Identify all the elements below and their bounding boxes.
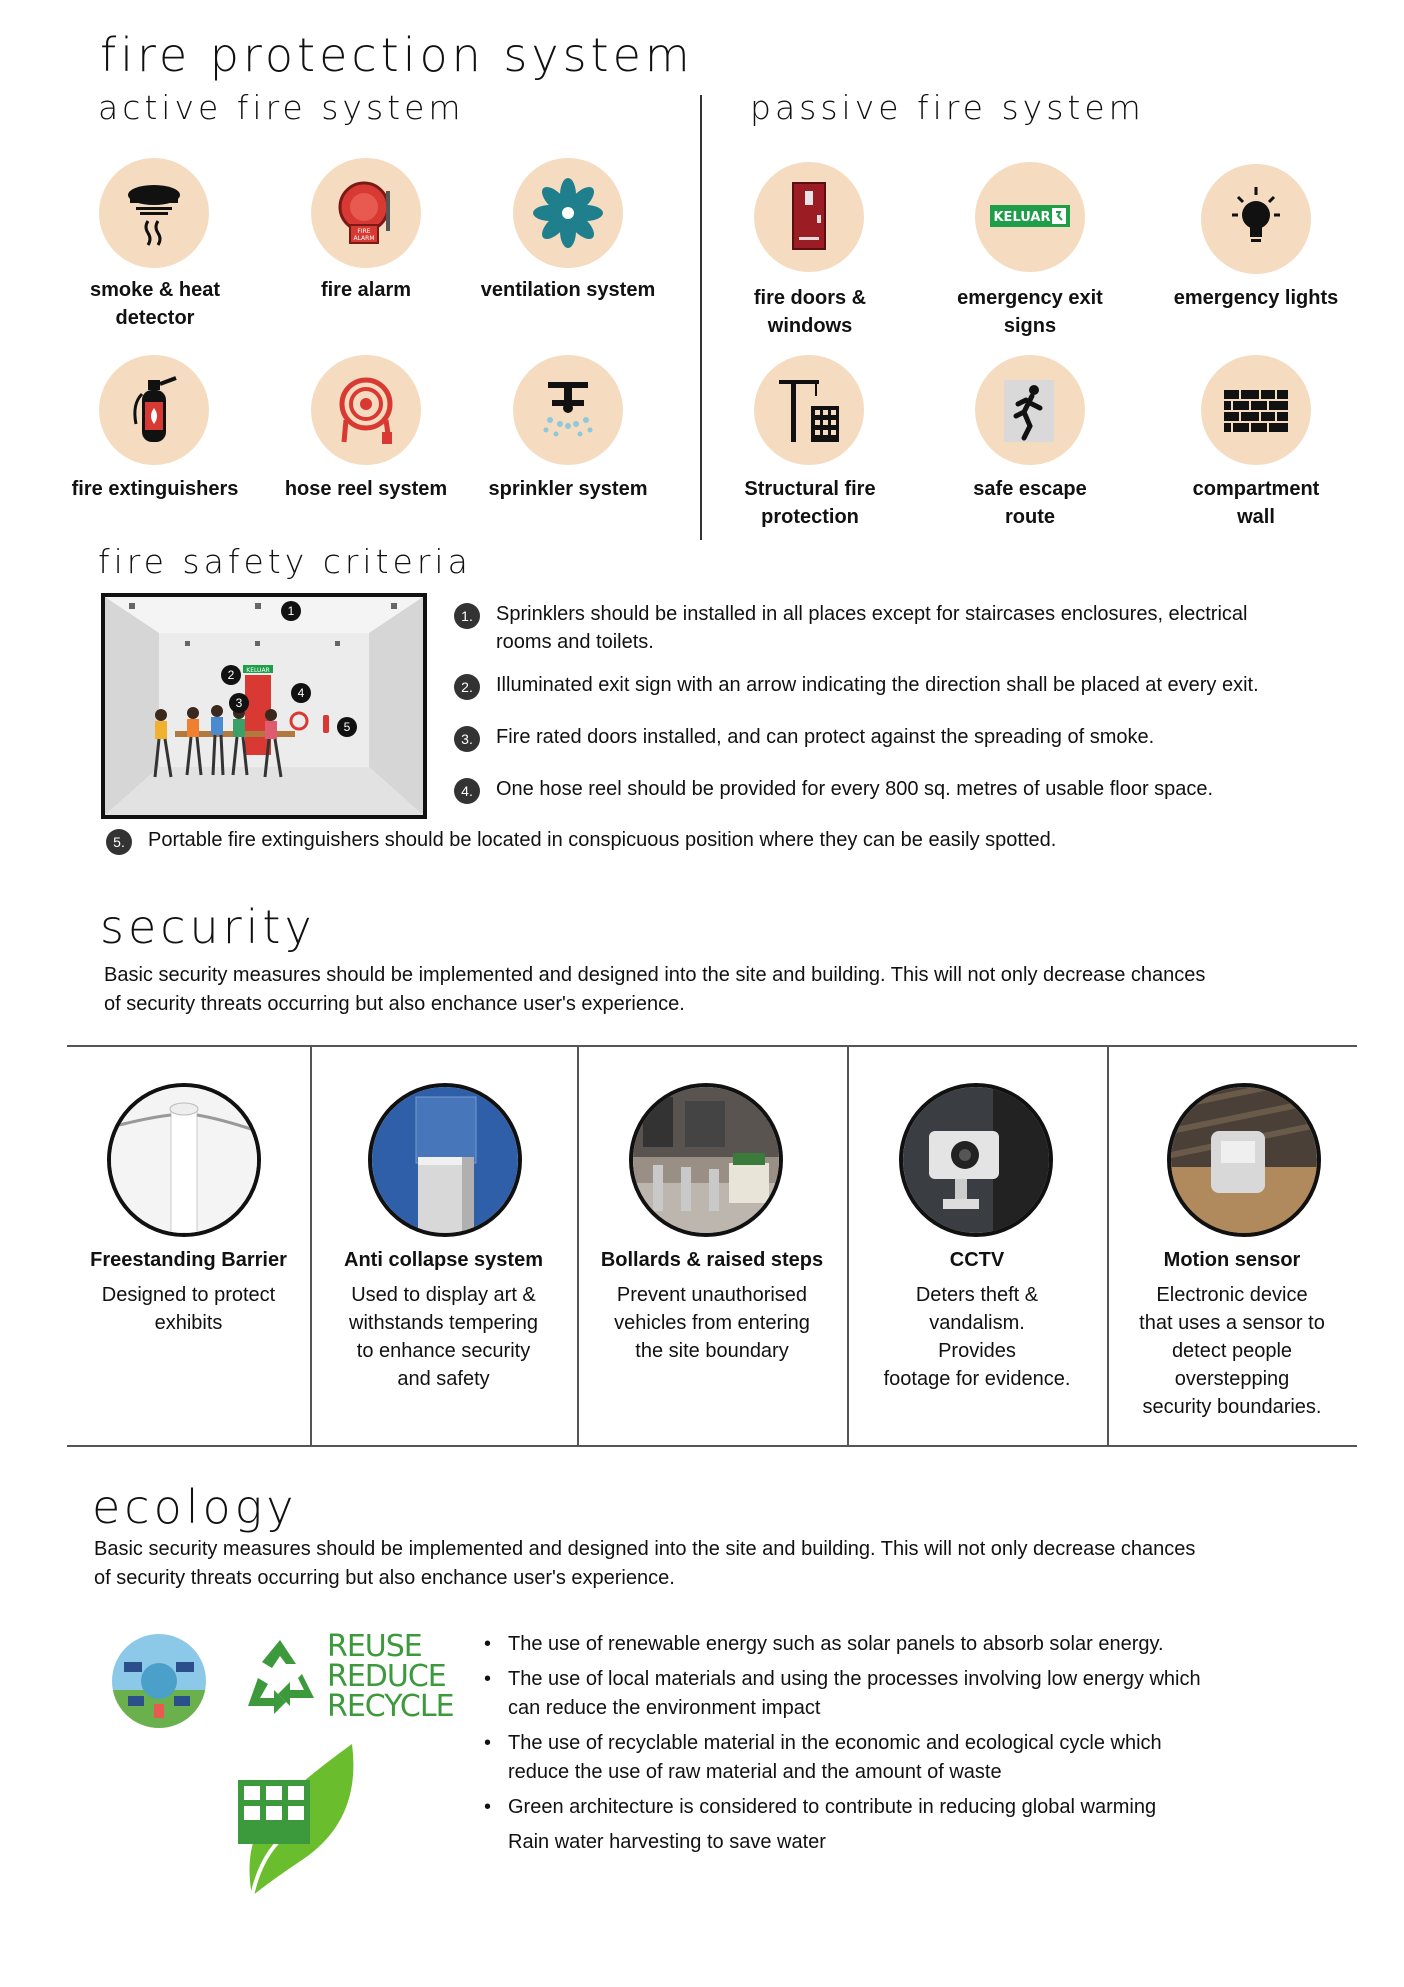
security-heading: security xyxy=(100,900,316,954)
ecology-bullet-4: • Green architecture is considered to contribute in reducing global warming xyxy=(484,1796,1157,1818)
criteria-num-2: 2. xyxy=(454,674,480,700)
security-desc-3: Prevent unauthorised vehicles from entering the site boundary xyxy=(614,1284,810,1362)
passive-item-label-4: Structural fire protection xyxy=(744,478,876,528)
active-item-label-3: ventilation system xyxy=(480,279,656,301)
active-item-label-5: hose reel system xyxy=(284,478,448,500)
recycle-icon xyxy=(240,1634,320,1714)
criteria-heading: fire safety criteria xyxy=(98,542,472,581)
running-man-icon xyxy=(975,355,1085,465)
passive-item-label-3: emergency lights xyxy=(1173,287,1339,309)
motion-sensor-photo xyxy=(1167,1083,1321,1237)
ventilation-fan-icon xyxy=(513,158,623,268)
security-name-3: Bollards & raised steps xyxy=(600,1249,824,1271)
security-name-4: CCTV xyxy=(949,1249,1005,1271)
fire-door-icon xyxy=(754,162,864,272)
security-name-2: Anti collapse system xyxy=(344,1249,543,1271)
active-item-label-2: fire alarm xyxy=(320,279,412,301)
brick-wall-icon xyxy=(1201,355,1311,465)
page-title: fire protection system xyxy=(100,28,694,82)
active-heading: active fire system xyxy=(98,88,465,127)
fire-extinguisher-icon xyxy=(99,355,209,465)
active-item-label-6: sprinkler system xyxy=(488,478,648,500)
security-desc-2: Used to display art & withstands tempering to enhance security and safety xyxy=(349,1284,538,1390)
ecology-extra: Rain water harvesting to save water xyxy=(508,1831,826,1853)
passive-item-label-1: fire doors & windows xyxy=(753,287,867,337)
security-col-5 xyxy=(1107,1047,1357,1445)
smoke-detector-icon xyxy=(99,158,209,268)
ecology-bullets xyxy=(480,1630,1380,1863)
illustration-exit-sign: KELUAR xyxy=(246,667,270,674)
bollards-photo xyxy=(629,1083,783,1237)
security-desc-1: Designed to protect exhibits xyxy=(101,1284,276,1334)
criteria-num-3: 3. xyxy=(454,726,480,752)
security-intro: Basic security measures should be implemented and designed into the site and building. This will not only decrease chances of security threats occurring but also enchance user's experience. xyxy=(104,964,1206,1015)
hose-reel-icon xyxy=(311,355,421,465)
passive-item-label-6: compartment wall xyxy=(1192,478,1320,528)
ecology-heading: ecology xyxy=(92,1480,298,1534)
ecology-bullet-3: • The use of recyclable material in the economic and ecological cycle which reduce the use of raw material and the amount of waste xyxy=(484,1732,1162,1783)
exit-sign-icon xyxy=(975,162,1085,272)
criteria-text-3: Fire rated doors installed, and can protect against the spreading of smoke. xyxy=(496,726,1155,748)
exit-sign-text: KELUAR xyxy=(993,210,1051,225)
barrier-photo xyxy=(107,1083,261,1237)
svg-text:FIRE: FIRE xyxy=(357,228,371,235)
criteria-num-4: 4. xyxy=(454,778,480,804)
light-bulb-icon xyxy=(1201,164,1311,274)
criteria-text-5: Portable fire extinguishers should be located in conspicuous position where they can be easily spotted. xyxy=(148,829,1057,851)
sprinkler-icon xyxy=(513,355,623,465)
security-desc-4: Deters theft & vandalism. Provides footage for evidence. xyxy=(883,1284,1071,1390)
cctv-photo xyxy=(899,1083,1053,1237)
svg-text:ALARM: ALARM xyxy=(353,235,375,242)
renewable-energy-icon xyxy=(112,1634,206,1728)
security-table xyxy=(67,1045,1357,1447)
security-col-4 xyxy=(847,1047,1107,1445)
display-case-photo xyxy=(368,1083,522,1237)
fire-alarm-bell-icon xyxy=(311,158,421,268)
ecology-intro: Basic security measures should be implemented and designed into the site and building. This will not only decrease chances of security threats occurring but also enchance user's experience. xyxy=(94,1538,1196,1589)
crane-building-icon xyxy=(754,355,864,465)
reuse-reduce-recycle-logo: REUSE REDUCE RECYCLE xyxy=(327,1629,454,1724)
active-item-label-1: smoke & heat detector xyxy=(89,279,221,329)
active-item-label-4: fire extinguishers xyxy=(71,478,239,500)
green-building-leaf-icon xyxy=(232,1740,366,1896)
criteria-text-1: Sprinklers should be installed in all places except for staircases enclosures, electrical rooms and toilets. xyxy=(496,603,1248,653)
security-name-1: Freestanding Barrier xyxy=(90,1249,287,1271)
criteria-text-4: One hose reel should be provided for every 800 sq. metres of usable floor space. xyxy=(496,778,1214,800)
criteria-text-2: Illuminated exit sign with an arrow indicating the direction shall be placed at every exit. xyxy=(496,674,1259,696)
illustration-marker-5: 5 xyxy=(337,717,357,737)
security-name-5: Motion sensor xyxy=(1163,1249,1301,1271)
ecology-bullet-1: • The use of renewable energy such as solar panels to absorb solar energy. xyxy=(484,1633,1164,1655)
passive-heading: passive fire system xyxy=(750,88,1145,127)
criteria-num-1: 1. xyxy=(454,603,480,629)
illustration-marker-2: 2 xyxy=(221,665,241,685)
passive-item-label-5: safe escape route xyxy=(973,478,1087,528)
passive-item-label-2: emergency exit signs xyxy=(957,287,1103,337)
security-desc-5: Electronic device that uses a sensor to detect people overstepping security boundaries. xyxy=(1139,1284,1325,1418)
security-col-1 xyxy=(67,1047,310,1445)
security-col-2 xyxy=(310,1047,577,1445)
illustration-marker-4: 4 xyxy=(291,683,311,703)
illustration-marker-1: 1 xyxy=(281,601,301,621)
illustration-marker-3: 3 xyxy=(229,693,249,713)
section-divider xyxy=(700,95,702,540)
fire-safety-illustration xyxy=(101,593,427,819)
ecology-bullet-2: • The use of local materials and using the processes involving low energy which can reduce the environment impact xyxy=(484,1668,1201,1719)
criteria-num-5: 5. xyxy=(106,829,132,855)
security-col-3 xyxy=(577,1047,847,1445)
